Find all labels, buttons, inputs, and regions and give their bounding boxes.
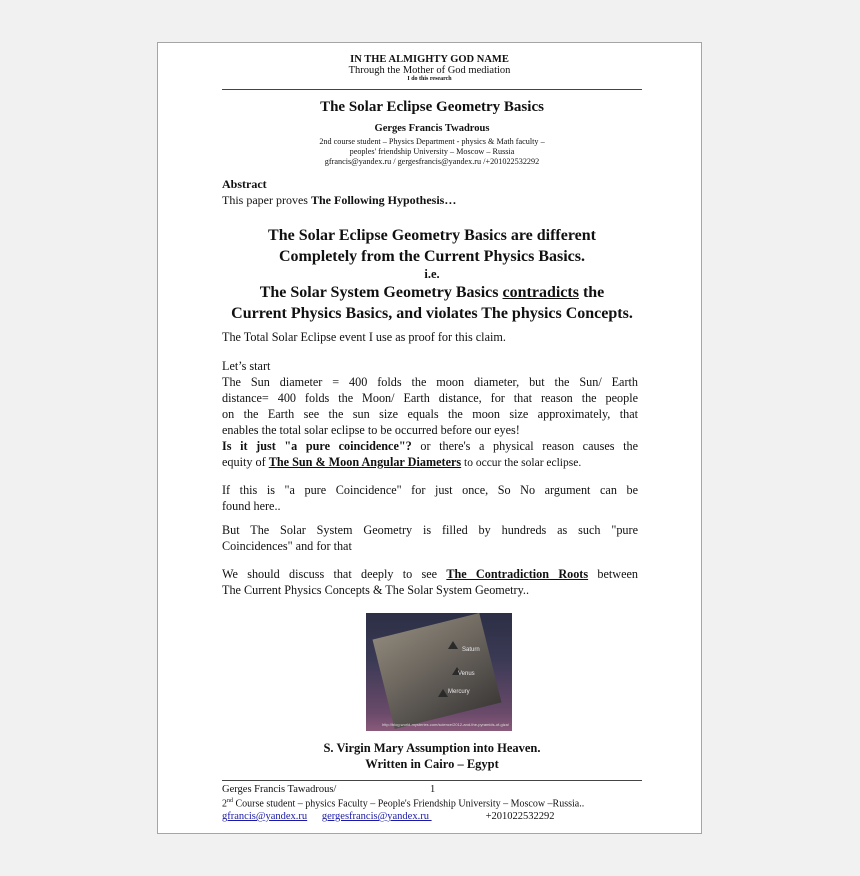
footer-name: Gerges Francis Tawadrous/ [222,784,337,795]
planet-label-venus: Venus [458,671,475,677]
geometry-line-1: But The Solar System Geometry is filled by hundreds as such "pure [222,523,638,537]
paper-author: Gerges Francis Twadrous [374,123,490,134]
footer-course-sup: nd [227,798,233,804]
abstract-intro-bold: The Following Hypothesis… [310,193,457,207]
question-line-2-pre: equity of [222,455,269,469]
image-source-url: http://blog.world-mysteries.com/science/2012-and-the-pyramids-of-giza/ [382,722,509,727]
footer-contacts [222,811,555,822]
discuss-pre: We should discuss that deeply to see [222,567,447,581]
paper-title: The Solar Eclipse Geometry Basics [320,99,544,115]
hypothesis-contradicts: contradicts [502,284,579,301]
affiliation-line-3: gfrancis@yandex.ru / gergesfrancis@yandex.ru /+201022532292 [324,157,540,166]
question-rest: or there's a physical reason causes the [411,439,638,453]
geometry-line-2: Coincidences" and for that [222,539,352,553]
email-link-1[interactable]: gfrancis@yandex.ru [222,811,308,822]
header-line-1: IN THE ALMIGHTY GOD NAME [350,54,509,65]
paragraph-line-3: on the Earth see the sun size equals the moon size approximately, that [222,407,638,421]
hypothesis-line-3 [222,282,642,303]
footer-course-text: Course student – physics Faculty – People's Friendship University – Moscow –Russia.. [233,798,585,810]
pyramid-satellite-photo [373,613,502,729]
proof-paragraph: The Total Solar Eclipse event I use as proof for this claim. [222,330,506,344]
pyramid-marker-3 [438,689,448,697]
paragraph-line-4: enables the total solar eclipse to be occurred before our eyes! [222,423,520,437]
abstract-intro-text: This paper proves [222,193,311,207]
hypothesis-line-3-post: the [578,284,605,301]
abstract-heading: Abstract [222,177,267,191]
footer-course-number: 2 [222,798,227,810]
question-line-2-post: to occur the solar eclipse. [461,457,582,469]
contradiction-roots-term: The Contradiction Roots [446,567,589,581]
discuss-paragraph [222,566,638,598]
discuss-post: between [588,567,638,581]
figure-caption-2: Written in Cairo – Egypt [365,757,499,771]
page-number: 1 [430,784,436,795]
document-page [157,42,702,834]
discuss-line-2: The Current Physics Concepts & The Solar System Geometry.. [222,583,530,597]
footer-phone: +201022532292 [485,811,555,822]
question-line-1 [222,438,638,454]
angular-diameters-term: The Sun & Moon Angular Diameters [268,455,462,469]
paragraph-line-2: distance= 400 folds the Moon/ Earth distance, for that reason the people [222,391,638,405]
hypothesis-line-3-pre: The Solar System Geometry Basics [259,284,503,301]
footer-rule [222,780,642,781]
discuss-line-1 [222,566,638,582]
hypothesis-block [222,225,642,324]
lets-start: Let’s start [222,359,271,373]
pyramids-planets-image [366,613,512,731]
main-paragraph [222,358,638,471]
question-line-2 [222,454,638,471]
coincidence-line-1: If this is "a pure Coincidence" for just once, So No argument can be [222,483,638,497]
abstract-intro [222,193,456,208]
geometry-paragraph [222,522,638,554]
footer-course [222,798,584,809]
hypothesis-line-2: Completely from the Current Physics Basics. [278,248,586,265]
coincidence-paragraph [222,482,638,514]
paper-affiliation [222,137,642,167]
header-rule [222,89,642,90]
hypothesis-line-4: Current Physics Basics, and violates The physics Concepts. [231,305,633,322]
hypothesis-line-1: The Solar Eclipse Geometry Basics are different [268,227,596,244]
pyramid-marker-1 [448,641,458,649]
affiliation-line-2: peoples' friendship University – Moscow – Russia [349,147,515,156]
coincidence-line-2: found here.. [222,499,281,513]
planet-label-mercury: Mercury [448,689,470,695]
question-bold: Is it just "a pure coincidence"? [222,439,412,453]
header-line-2: Through the Mother of God mediation [348,65,511,76]
affiliation-line-1: 2nd course student – Physics Department - physics & Math faculty – [319,137,545,146]
figure-caption-1: S. Virgin Mary Assumption into Heaven. [323,741,541,755]
planet-label-saturn: Saturn [462,647,480,653]
email-link-2[interactable]: gergesfrancis@yandex.ru [321,811,432,822]
header-line-3: I do this research [407,76,452,82]
hypothesis-ie: i.e. [424,267,440,281]
paragraph-line-1: The Sun diameter = 400 folds the moon diameter, but the Sun/ Earth [222,375,638,389]
